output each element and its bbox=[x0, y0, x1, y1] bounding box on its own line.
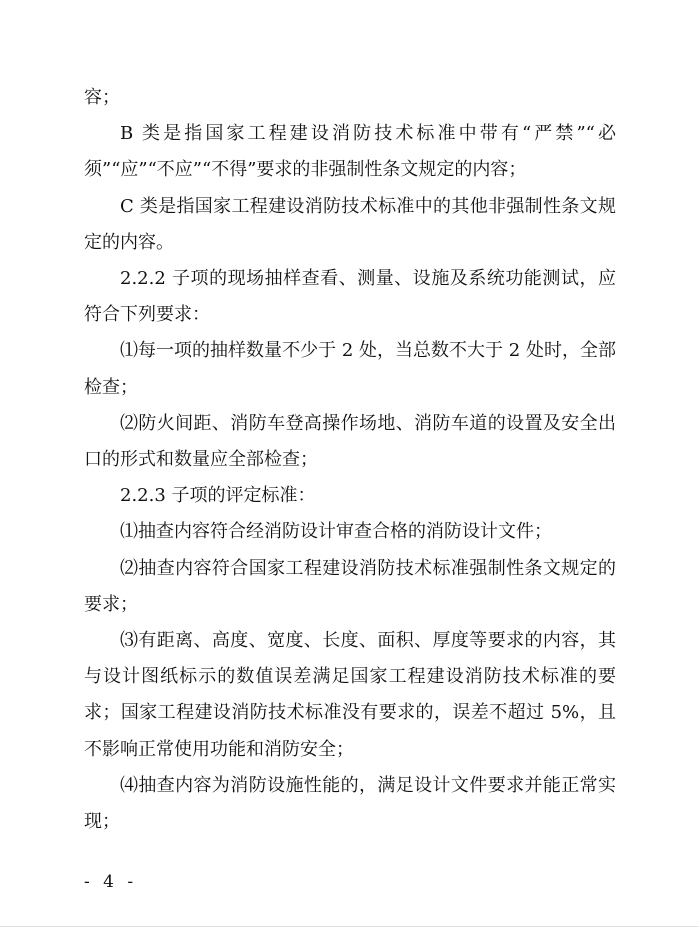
document-body bbox=[84, 80, 616, 840]
paragraph-criterion-1: ⑴抽查内容符合经消防设计审查合格的消防设计文件； bbox=[120, 521, 552, 543]
paragraph-item-2-full-check: ⑵防火间距、消防车登高操作场地、消防车道的设置及安全出口的形式和数量应全部检查； bbox=[84, 412, 616, 471]
paragraph-class-c: C 类是指国家工程建设消防技术标准中的其他非强制性条文规定的内容。 bbox=[84, 195, 616, 253]
paragraph-criterion-2: ⑵抽查内容符合国家工程建设消防技术标准强制性条文规定的要求； bbox=[84, 557, 616, 615]
paragraph-criterion-4: ⑷抽查内容为消防设施性能的，满足设计文件要求并能正常实现； bbox=[84, 774, 616, 833]
paragraph-continuation: 容； bbox=[84, 87, 120, 108]
paragraph-clause-2-2-3: 2.2.3 子项的评定标准： bbox=[120, 485, 316, 507]
paragraph-clause-2-2-2: 2.2.2 子项的现场抽样查看、测量、设施及系统功能测试，应符合下列要求： bbox=[84, 268, 616, 326]
page-bottom-divider bbox=[0, 926, 699, 927]
paragraph-class-b: B 类是指国家工程建设消防技术标准中带有“严禁”“必须”“应”“不应”“不得”要求的非强制性条文规定的内容； bbox=[84, 123, 616, 181]
page-number: - 4 - bbox=[84, 872, 138, 892]
paragraph-criterion-3: ⑶有距离、高度、宽度、长度、面积、厚度等要求的内容，其与设计图纸标示的数值误差满足国家工程建设消防技术标准的要求；国家工程建设消防技术标准没有要求的，误差不超过 5%，且不影响正常使用功能和消防安全； bbox=[84, 630, 616, 760]
paragraph-item-1-sampling: ⑴每一项的抽样数量不少于 2 处，当总数不大于 2 处时，全部检查； bbox=[84, 340, 616, 398]
